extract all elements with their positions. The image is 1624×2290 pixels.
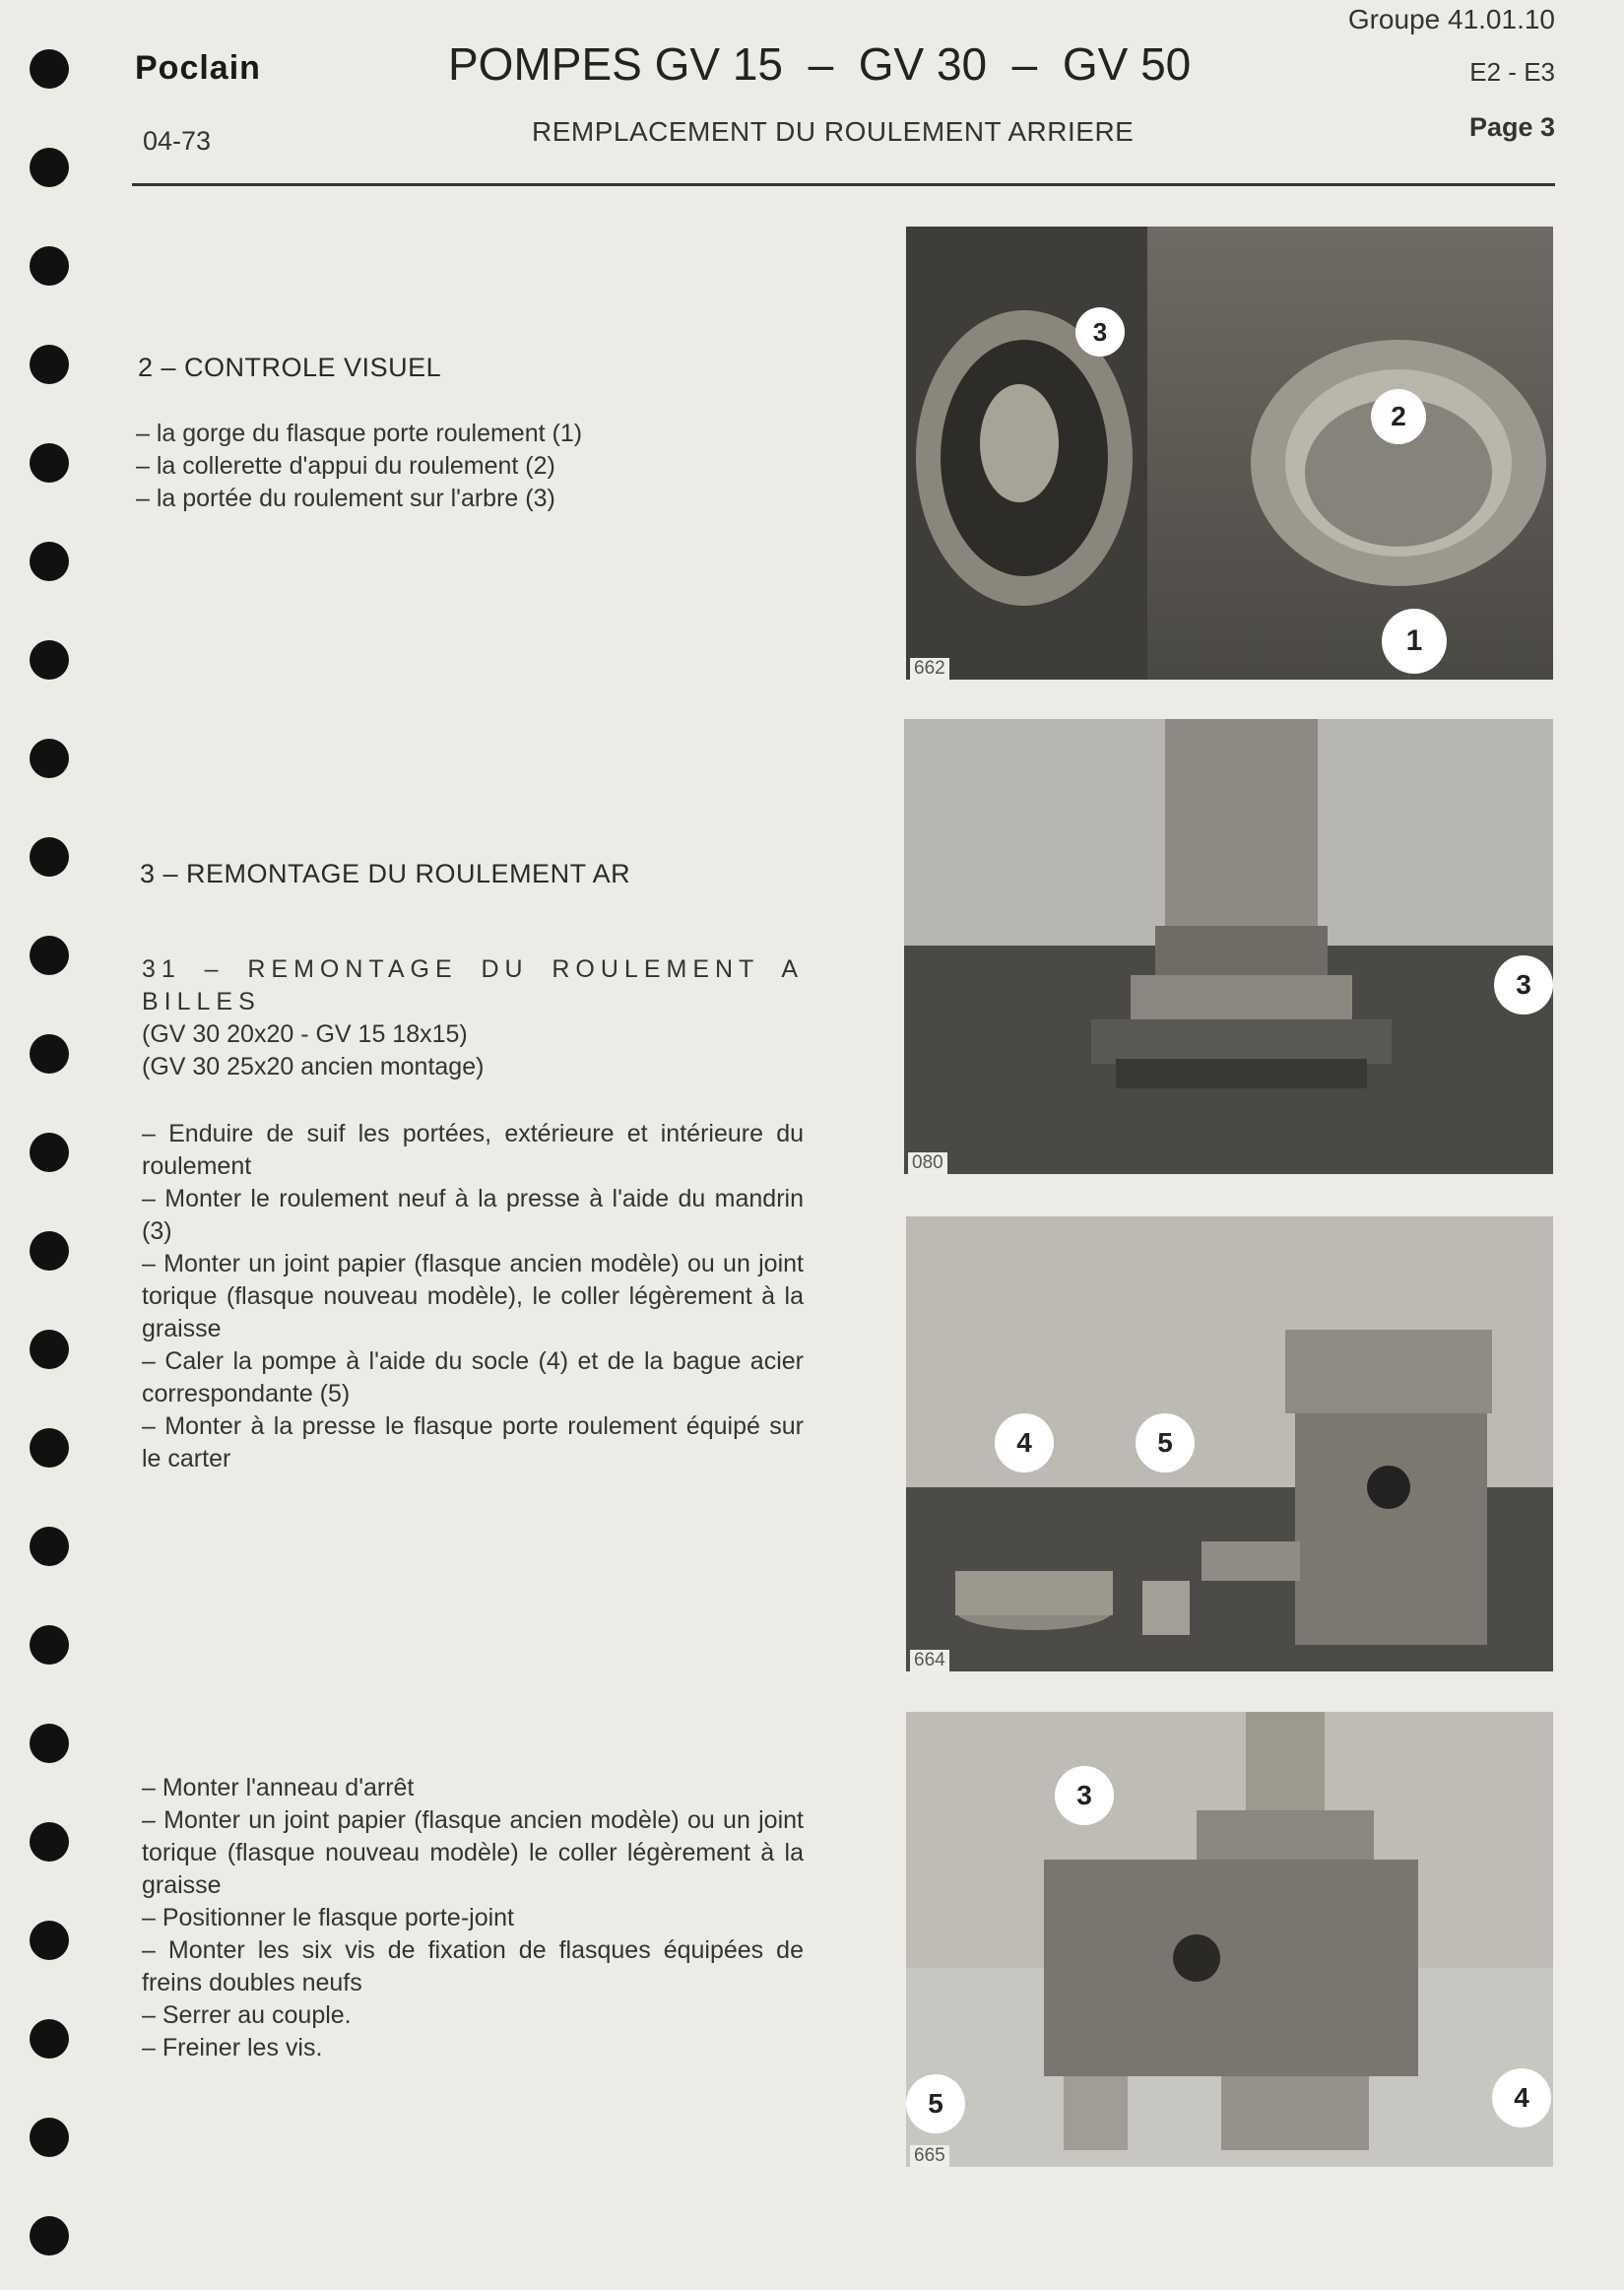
binder-hole [30, 1034, 69, 1074]
list-item: – la gorge du flasque porte roulement (1) [136, 420, 583, 447]
photo-number: 080 [908, 1152, 947, 1174]
subheading-models: (GV 30 20x20 - GV 15 18x15) [142, 1020, 468, 1048]
binder-hole [30, 837, 69, 877]
binder-hole [30, 148, 69, 187]
subheading-title: 31 – REMONTAGE DU ROULEMENT A BILLES [142, 955, 804, 1015]
binder-hole [30, 1724, 69, 1763]
document-date: 04-73 [143, 126, 212, 156]
binder-hole [30, 1133, 69, 1172]
binder-hole [30, 246, 69, 286]
group-number: Groupe 41.01.10 [1347, 4, 1555, 34]
flange-photo-illustration [906, 227, 1553, 680]
page-number: Page 3 [1468, 112, 1555, 142]
callout-4 [1492, 2068, 1551, 2127]
binder-hole [30, 2216, 69, 2256]
list-item: – Monter un joint papier (flasque ancien modèle) ou un joint torique (flasque nouveau modèle), le coller légèrement à la graisse [142, 1250, 804, 1342]
callout-label: 5 [906, 2074, 965, 2133]
list-item: – la collerette d'appui du roulement (2) [136, 452, 555, 480]
list-item: – Enduire de suif les portées, extérieure et intérieure du roulement [142, 1120, 804, 1180]
model-reference: E2 - E3 [1469, 57, 1555, 87]
callout-3 [1075, 307, 1125, 357]
page-subtitle: REMPLACEMENT DU ROULEMENT ARRIERE [532, 116, 1135, 147]
binder-hole [30, 1527, 69, 1566]
photo-number: 662 [910, 658, 949, 680]
binder-hole [30, 1921, 69, 1960]
binder-hole [30, 345, 69, 384]
binder-hole [30, 1428, 69, 1468]
bearing-press-illustration [904, 719, 1553, 1174]
callout-5 [1136, 1413, 1195, 1472]
brand-logo: Poclain [135, 49, 261, 87]
binder-hole [30, 1625, 69, 1665]
list-item: – Monter l'anneau d'arrêt [142, 1774, 415, 1801]
callout-2 [1371, 389, 1426, 444]
callout-label: 1 [1382, 609, 1447, 674]
binder-hole [30, 2118, 69, 2157]
section-3-steps [142, 1118, 804, 1475]
binder-hole [30, 936, 69, 975]
binder-hole [30, 1330, 69, 1369]
list-item: – Monter les six vis de fixation de flasques équipées de freins doubles neufs [142, 1936, 804, 1996]
list-item: – Freiner les vis. [142, 2034, 323, 2061]
photo-664 [906, 1216, 1553, 1671]
binder-hole [30, 1231, 69, 1271]
callout-label: 3 [1075, 307, 1125, 357]
photo-number: 665 [910, 2145, 949, 2167]
section-3-subheading [142, 953, 804, 1083]
binder-hole [30, 443, 69, 483]
list-item: – Serrer au couple. [142, 2001, 352, 2029]
list-item: – Monter à la presse le flasque porte roulement équipé sur le carter [142, 1412, 804, 1472]
callout-label: 3 [1055, 1766, 1114, 1825]
page-title: POMPES GV 15 – GV 30 – GV 50 [448, 38, 1192, 90]
section-4-steps [142, 1772, 804, 2064]
subheading-models-old: (GV 30 25x20 ancien montage) [142, 1053, 485, 1080]
binder-hole [30, 739, 69, 778]
photo-080 [904, 719, 1553, 1174]
callout-label: 4 [1492, 2068, 1551, 2127]
callout-3 [1494, 955, 1553, 1014]
pump-assembly-illustration [906, 1712, 1553, 2167]
binder-hole [30, 542, 69, 581]
binder-hole [30, 640, 69, 680]
section-2-list [136, 418, 798, 515]
callout-label: 5 [1136, 1413, 1195, 1472]
callout-5 [906, 2074, 965, 2133]
list-item: – Positionner le flasque porte-joint [142, 1904, 515, 1931]
photo-number: 664 [910, 1650, 949, 1671]
section-2-heading: 2 – CONTROLE VISUEL [138, 353, 442, 382]
list-item: – Monter le roulement neuf à la presse à l'aide du mandrin (3) [142, 1185, 804, 1245]
binder-hole [30, 2019, 69, 2059]
header-divider [132, 183, 1555, 186]
list-item: – la portée du roulement sur l'arbre (3) [136, 485, 555, 512]
callout-3 [1055, 1766, 1114, 1825]
callout-label: 2 [1371, 389, 1426, 444]
callout-1 [1382, 609, 1447, 674]
section-3-heading: 3 – REMONTAGE DU ROULEMENT AR [140, 859, 631, 888]
binder-hole [30, 1822, 69, 1862]
list-item: – Caler la pompe à l'aide du socle (4) et de la bague acier correspondante (5) [142, 1347, 804, 1407]
callout-4 [995, 1413, 1054, 1472]
callout-label: 3 [1494, 955, 1553, 1014]
callout-label: 4 [995, 1413, 1054, 1472]
list-item: – Monter un joint papier (flasque ancien modèle) ou un joint torique (flasque nouveau modèle) le coller légèrement à la graisse [142, 1806, 804, 1899]
photo-665 [906, 1712, 1553, 2167]
binder-hole [30, 49, 69, 89]
photo-662 [906, 227, 1553, 680]
